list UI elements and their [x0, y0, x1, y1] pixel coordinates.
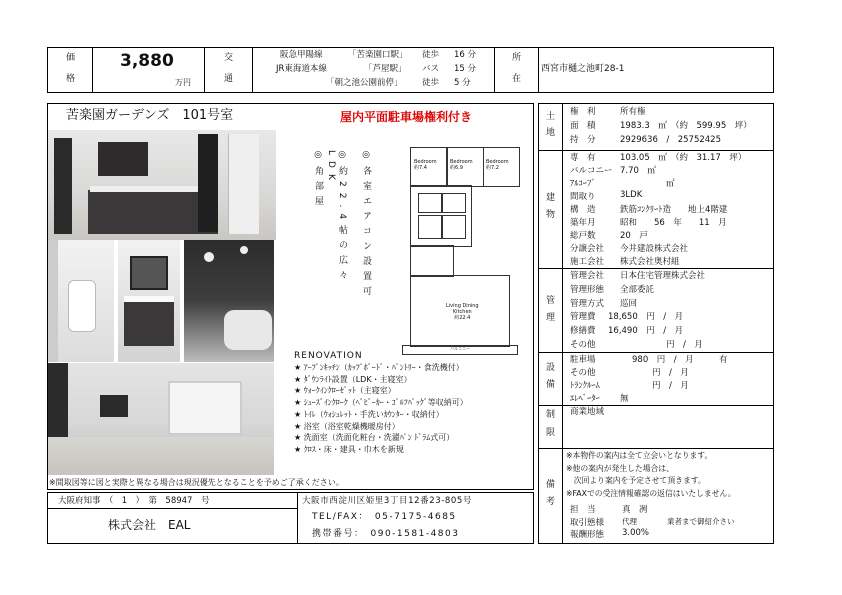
deal-row — [566, 516, 772, 529]
building-value: 鉄筋ｺﾝｸﾘｰﾄ造 地上4階建 — [620, 205, 728, 215]
land-row — [566, 105, 772, 119]
management-section-1: 管 — [546, 296, 556, 306]
facilities-key: その他 — [570, 368, 596, 378]
land-value: 2929636 / 25752425 — [620, 135, 721, 145]
traffic-line — [256, 48, 492, 62]
traffic-station: 「苦楽園口駅」 — [348, 50, 408, 60]
building-row — [566, 151, 772, 164]
remark-line: ※他の案内が発生した場合は、 — [566, 463, 674, 473]
building-value: 103.05 ㎡ （約 31.17 坪） — [620, 153, 747, 163]
renovation-item: ★ ｱｰﾌﾟﾝｷｯﾁﾝ（ｶｯﾌﾟﾎﾞｰﾄﾞ・ﾊﾟﾝﾄﾘｰ・食洗機付） — [294, 363, 464, 372]
building-key: バルコニー — [570, 166, 613, 176]
remark-line: ※FAXでの受注情報確認の返信はいたしません。 — [566, 488, 736, 498]
building-value: ㎡ — [666, 179, 675, 189]
facilities-section-2: 備 — [546, 380, 556, 390]
building-row — [566, 229, 772, 242]
building-value: 昭和 56 年 11 月 — [620, 218, 727, 228]
traffic-label-2: 通 — [224, 74, 234, 84]
floor-plan — [396, 133, 526, 358]
property-name: 苦楽園ガーデンズ 101号室 — [66, 108, 234, 123]
facilities-row — [566, 366, 772, 379]
traffic-mode: 徒歩 — [422, 50, 440, 60]
deal-key: 報酬形態 — [570, 530, 605, 540]
remark-line: ※本物件の案内は全て立会いとなります。 — [566, 451, 713, 460]
land-key: 権 利 — [570, 107, 596, 117]
management-key: 管理会社 — [570, 271, 605, 281]
land-section-2: 地 — [546, 128, 556, 138]
license: 大阪府知事 （ 1 ） 第 58947 号 — [58, 496, 210, 506]
deal-key: 取引態様 — [570, 517, 605, 528]
building-key: ｱﾙｺｰﾌﾞ — [570, 179, 596, 189]
renovation-item: ★ ﾀﾞｳﾝﾗｲﾄ設置（LDK・主寝室） — [294, 374, 412, 384]
building-value: 3LDK — [620, 190, 643, 200]
facilities-value: 円 / 月 — [652, 381, 689, 391]
deal-value: 代理 業者まで御紹介さい — [622, 516, 735, 526]
remarks-section-2: 考 — [546, 497, 556, 507]
building-row — [566, 164, 772, 177]
land-rows — [566, 105, 772, 147]
facilities-value: 980 円 / 月 有 — [632, 355, 728, 365]
traffic-time: 5 分 — [454, 78, 471, 88]
balcony-label: バルコニー — [450, 346, 470, 351]
deal-value: 3.00% — [622, 528, 650, 538]
renovation — [294, 350, 534, 456]
traffic-time: 15 分 — [454, 64, 477, 74]
bedroom-label: Bedroom 約7.4 — [414, 159, 437, 171]
deal-value: 真 冽 — [622, 505, 648, 515]
management-key: 管理費 — [570, 312, 596, 323]
building-row — [566, 190, 772, 203]
traffic-label-1: 交 — [224, 53, 234, 63]
ldk-label: Living Dining Kitchen 約22.4 — [446, 303, 479, 321]
renovation-item: ★ ｸﾛｽ・床・建具・巾木を新規 — [294, 444, 404, 454]
note: ※間取図等に図と実際と異なる場合は現況優先となることを予めご了承ください。 — [49, 478, 344, 487]
land-key: 持 分 — [570, 135, 596, 145]
features — [313, 150, 383, 320]
management-section-2: 理 — [546, 313, 556, 323]
building-row — [566, 242, 772, 255]
renovation-title: RENOVATION — [294, 351, 363, 361]
company-address: 大阪市西淀川区姫里3丁目12番23-805号 — [302, 496, 473, 506]
zoning-value: 商業地域 — [570, 407, 605, 417]
building-row — [566, 203, 772, 216]
building-key: 分譲会社 — [570, 244, 605, 254]
land-value: 1983.3 ㎡ （約 599.95 坪） — [620, 121, 752, 131]
traffic-station: 「芦屋駅」 — [364, 64, 407, 74]
kitchen-photo — [48, 130, 276, 240]
bedroom-label: Bedroom 約6.9 — [450, 159, 473, 171]
land-row — [566, 133, 772, 147]
land-row — [566, 119, 772, 133]
building-value: 7.70 ㎡ — [620, 166, 656, 176]
management-value: 全部委託 — [620, 284, 655, 295]
traffic-line-name: JR東海道本線 — [276, 64, 327, 74]
facilities-key: ﾄﾗﾝｸﾙｰﾑ — [570, 381, 600, 391]
renovation-item: ★ ｼｭｰｽﾞｲﾝｸﾛｰｸ（ﾍﾞﾋﾞｰｶｰ・ｺﾞﾙﾌﾊﾞｯｸﾞ等収納可） — [294, 398, 468, 408]
management-row — [566, 269, 772, 283]
price-value: 3,880 — [120, 51, 174, 71]
management-key: その他 — [570, 339, 596, 350]
remarks-section-1: 備 — [546, 480, 556, 490]
deal-row — [566, 503, 772, 516]
building-key: 施工会社 — [570, 257, 605, 267]
traffic-lines — [256, 48, 492, 90]
traffic-mode: バス — [422, 64, 440, 74]
facilities-section-1: 設 — [546, 363, 556, 373]
management-row — [566, 297, 772, 311]
facilities-row — [566, 392, 772, 405]
renovation-item: ★ 洗面室（洗面化粧台・洗濯ﾊﾟﾝ ﾄﾞﾗﾑ式可） — [294, 433, 455, 443]
management-row — [566, 310, 772, 324]
management-value: 日本住宅管理株式会社 — [620, 271, 706, 281]
facilities-key: 駐車場 — [570, 355, 596, 365]
building-value: 20 戸 — [620, 231, 648, 241]
facilities-row — [566, 379, 772, 392]
management-rows — [566, 269, 772, 352]
building-section-2: 物 — [546, 210, 556, 220]
building-row — [566, 255, 772, 268]
traffic-station: 「朝之池公園前停」 — [326, 78, 403, 88]
headline: 屋内平面駐車場権利付き — [340, 110, 473, 124]
remarks-lines — [566, 450, 772, 500]
building-key: 専 有 — [570, 153, 596, 163]
price-unit: 万円 — [175, 78, 191, 87]
traffic-line — [256, 62, 492, 76]
traffic-time: 16 分 — [454, 50, 477, 60]
facilities-rows — [566, 353, 772, 405]
building-key: 築年月 — [570, 218, 596, 228]
location-label-2: 在 — [512, 74, 522, 84]
building-key: 構 造 — [570, 205, 596, 215]
management-value: 18,650 円 / 月 — [608, 312, 684, 323]
facilities-value: 無 — [620, 394, 629, 404]
facilities-row — [566, 353, 772, 366]
deal-row — [566, 528, 772, 541]
facilities-value: 円 / 月 — [652, 368, 689, 378]
living-photo — [48, 363, 274, 475]
price-label-2: 格 — [66, 74, 76, 84]
renovation-item: ★ ｳｫｰｸｲﾝｸﾛｰｾﾞｯﾄ（主寝室） — [294, 386, 396, 396]
company-name: 株式会社 EAL — [108, 518, 191, 532]
building-key: 総戸数 — [570, 231, 596, 241]
management-value: 円 / 月 — [666, 339, 703, 350]
renovation-item: ★ 浴室（浴室乾燥機暖房付） — [294, 421, 400, 431]
land-value: 所有権 — [620, 107, 646, 117]
management-key: 管理方式 — [570, 298, 605, 309]
feature-3: ◎各室エアコン設置可 — [361, 150, 371, 301]
feature-2: ◎約22.4帖の広々LDK — [326, 150, 347, 286]
feature-1: ◎角部屋 — [313, 150, 323, 211]
company-mobile: 携帯番号： 090-1581-4803 — [312, 529, 460, 539]
price-label-1: 価 — [66, 53, 76, 63]
management-row — [566, 338, 772, 352]
bedroom-label: Bedroom 約7.2 — [486, 159, 509, 171]
management-key: 管理形態 — [570, 284, 605, 295]
facilities-key: ｴﾚﾍﾞｰﾀｰ — [570, 394, 600, 404]
land-section-1: 土 — [546, 112, 556, 122]
remarks-deal — [566, 503, 772, 541]
management-row — [566, 324, 772, 338]
washroom-photo — [118, 240, 180, 362]
building-section-1: 建 — [546, 193, 556, 203]
remark-line: 次回より案内を予定させて頂きます。 — [566, 476, 706, 485]
traffic-mode: 徒歩 — [422, 78, 440, 88]
company-tel-fax: TEL/FAX： 05-7175-4685 — [312, 512, 457, 522]
building-rows — [566, 151, 772, 268]
zoning-section-2: 限 — [546, 428, 556, 438]
land-key: 面 積 — [570, 121, 596, 131]
traffic-line-name: 阪急甲陽線 — [280, 50, 323, 60]
traffic-line — [256, 76, 492, 90]
deal-key: 担 当 — [570, 505, 596, 515]
building-key: 間取り — [570, 192, 596, 202]
renovation-item: ★ ﾄｲﾚ（ｳｫｼｭﾚｯﾄ・手洗いｶｳﾝﾀｰ・収納付） — [294, 409, 444, 419]
bathroom-photo — [184, 240, 274, 362]
location-value: 西宮市樋之池町28-1 — [541, 64, 625, 74]
management-value: 巡回 — [620, 298, 638, 309]
management-value: 16,490 円 / 月 — [608, 326, 684, 337]
toilet-photo — [48, 240, 114, 362]
management-key: 修繕費 — [570, 326, 596, 337]
building-value: 今井建設株式会社 — [620, 244, 689, 254]
building-row — [566, 216, 772, 229]
zoning-section-1: 制 — [546, 410, 556, 420]
management-row — [566, 283, 772, 297]
building-value: 株式会社奥村組 — [620, 257, 680, 267]
location-label-1: 所 — [512, 53, 522, 63]
building-row — [566, 177, 772, 190]
